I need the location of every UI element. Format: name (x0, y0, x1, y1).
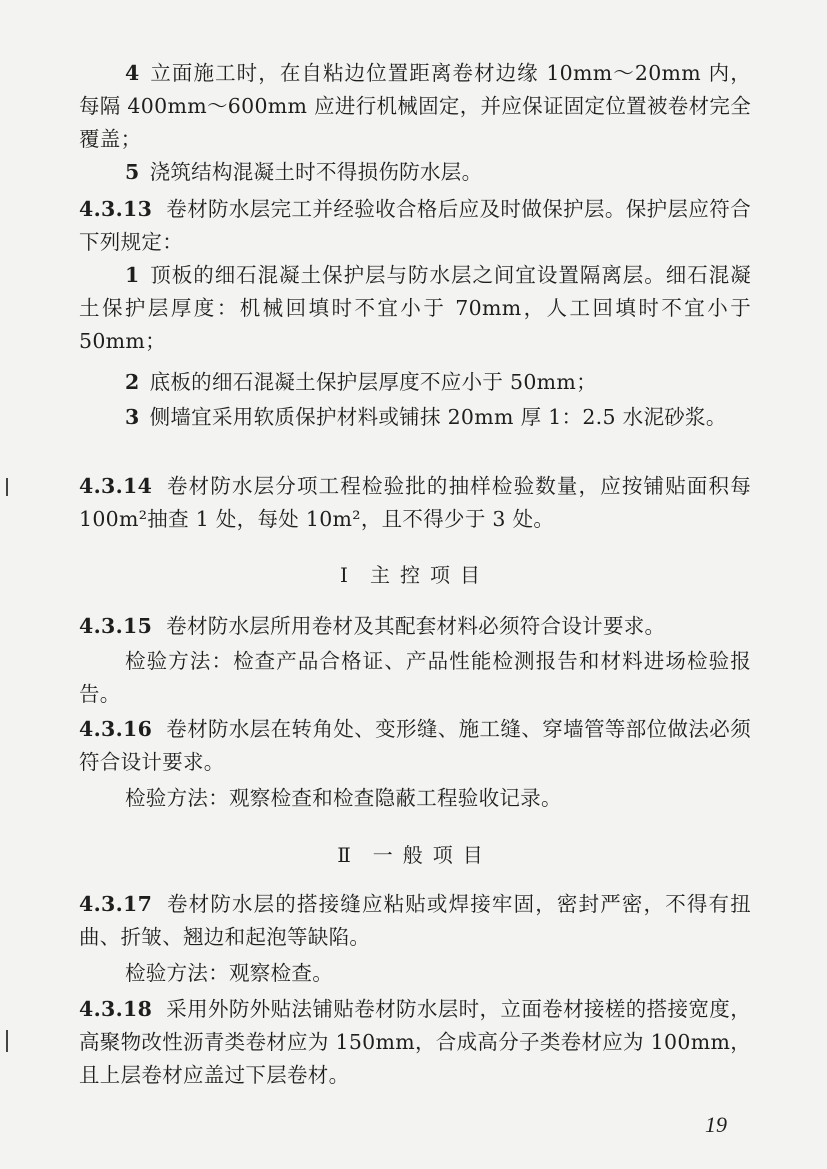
section-heading-main-control (79, 560, 751, 590)
clause-number: 4.3.15 (79, 614, 153, 638)
clause-4-3-14 (79, 470, 751, 536)
item-text: 浇筑结构混凝土时不得损伤防水层。 (149, 160, 483, 184)
clause-4-3-17 (79, 888, 751, 954)
item-number: 3 (125, 405, 140, 429)
clause-number: 4.3.17 (79, 892, 153, 916)
page-number: 19 (705, 1112, 727, 1137)
section-title: 一般项目 (372, 843, 493, 867)
inspection-method-4-3-17 (79, 957, 751, 990)
item-2-floor-protection (79, 366, 751, 399)
section-roman-numeral: Ⅱ (337, 843, 351, 867)
section-heading-general-items (79, 840, 751, 870)
item-4-facade-fixing (79, 57, 751, 156)
item-text: 侧墙宜采用软质保护材料或铺抹 20mm 厚 1：2.5 水泥砂浆。 (149, 405, 727, 429)
item-number: 2 (125, 370, 140, 394)
item-number: 1 (125, 263, 140, 287)
inspection-text: 检验方法：检查产品合格证、产品性能检测报告和材料进场检验报告。 (79, 649, 751, 706)
item-text: 立面施工时，在自粘边位置距离卷材边缘 10mm～20mm 内，每隔 400mm～600mm 应进行机械固定，并应保证固定位置被卷材完全覆盖； (79, 61, 751, 151)
section-title: 主控项目 (369, 563, 490, 587)
clause-text: 卷材防水层在转角处、变形缝、施工缝、穿墙管等部位做法必须符合设计要求。 (79, 717, 751, 774)
inspection-method-4-3-15 (79, 645, 751, 711)
clause-text: 采用外防外贴法铺贴卷材防水层时，立面卷材接槎的搭接宽度，高聚物改性沥青类卷材应为 150mm，合成高分子类卷材应为 100mm，且上层卷材应盖过下层卷材。 (79, 997, 751, 1087)
clause-4-3-15 (79, 610, 751, 643)
item-text: 顶板的细石混凝土保护层与防水层之间宜设置隔离层。细石混凝土保护层厚度：机械回填时不宜小于 70mm，人工回填时不宜小于 50mm； (79, 263, 751, 353)
item-number: 5 (125, 160, 140, 184)
inspection-text: 检验方法：观察检查和检查隐蔽工程验收记录。 (125, 786, 562, 810)
clause-text: 卷材防水层分项工程检验批的抽样检验数量，应按铺贴面积每 100m²抽查 1 处，每处 10m²，且不得少于 3 处。 (79, 474, 751, 531)
clause-4-3-18 (79, 993, 751, 1092)
inspection-text: 检验方法：观察检查。 (125, 961, 333, 985)
scan-edge-mark (6, 1030, 8, 1052)
clause-text: 卷材防水层完工并经验收合格后应及时做保护层。保护层应符合下列规定： (79, 197, 751, 254)
clause-number: 4.3.18 (79, 997, 153, 1021)
clause-4-3-13 (79, 193, 751, 259)
scan-edge-mark (6, 478, 8, 496)
clause-number: 4.3.14 (79, 474, 153, 498)
item-1-roof-protection (79, 259, 751, 358)
item-number: 4 (125, 61, 140, 85)
clause-text: 卷材防水层所用卷材及其配套材料必须符合设计要求。 (166, 614, 666, 638)
clause-text: 卷材防水层的搭接缝应粘贴或焊接牢固，密封严密，不得有扭曲、折皱、翘边和起泡等缺陷。 (79, 892, 751, 949)
inspection-method-4-3-16 (79, 782, 751, 815)
clause-number: 4.3.13 (79, 197, 153, 221)
clause-number: 4.3.16 (79, 717, 153, 741)
item-3-wall-protection (79, 401, 751, 434)
clause-4-3-16 (79, 713, 751, 779)
section-roman-numeral: Ⅰ (340, 563, 348, 587)
item-text: 底板的细石混凝土保护层厚度不应小于 50mm； (149, 370, 597, 394)
item-5-concrete-pouring (79, 156, 751, 189)
